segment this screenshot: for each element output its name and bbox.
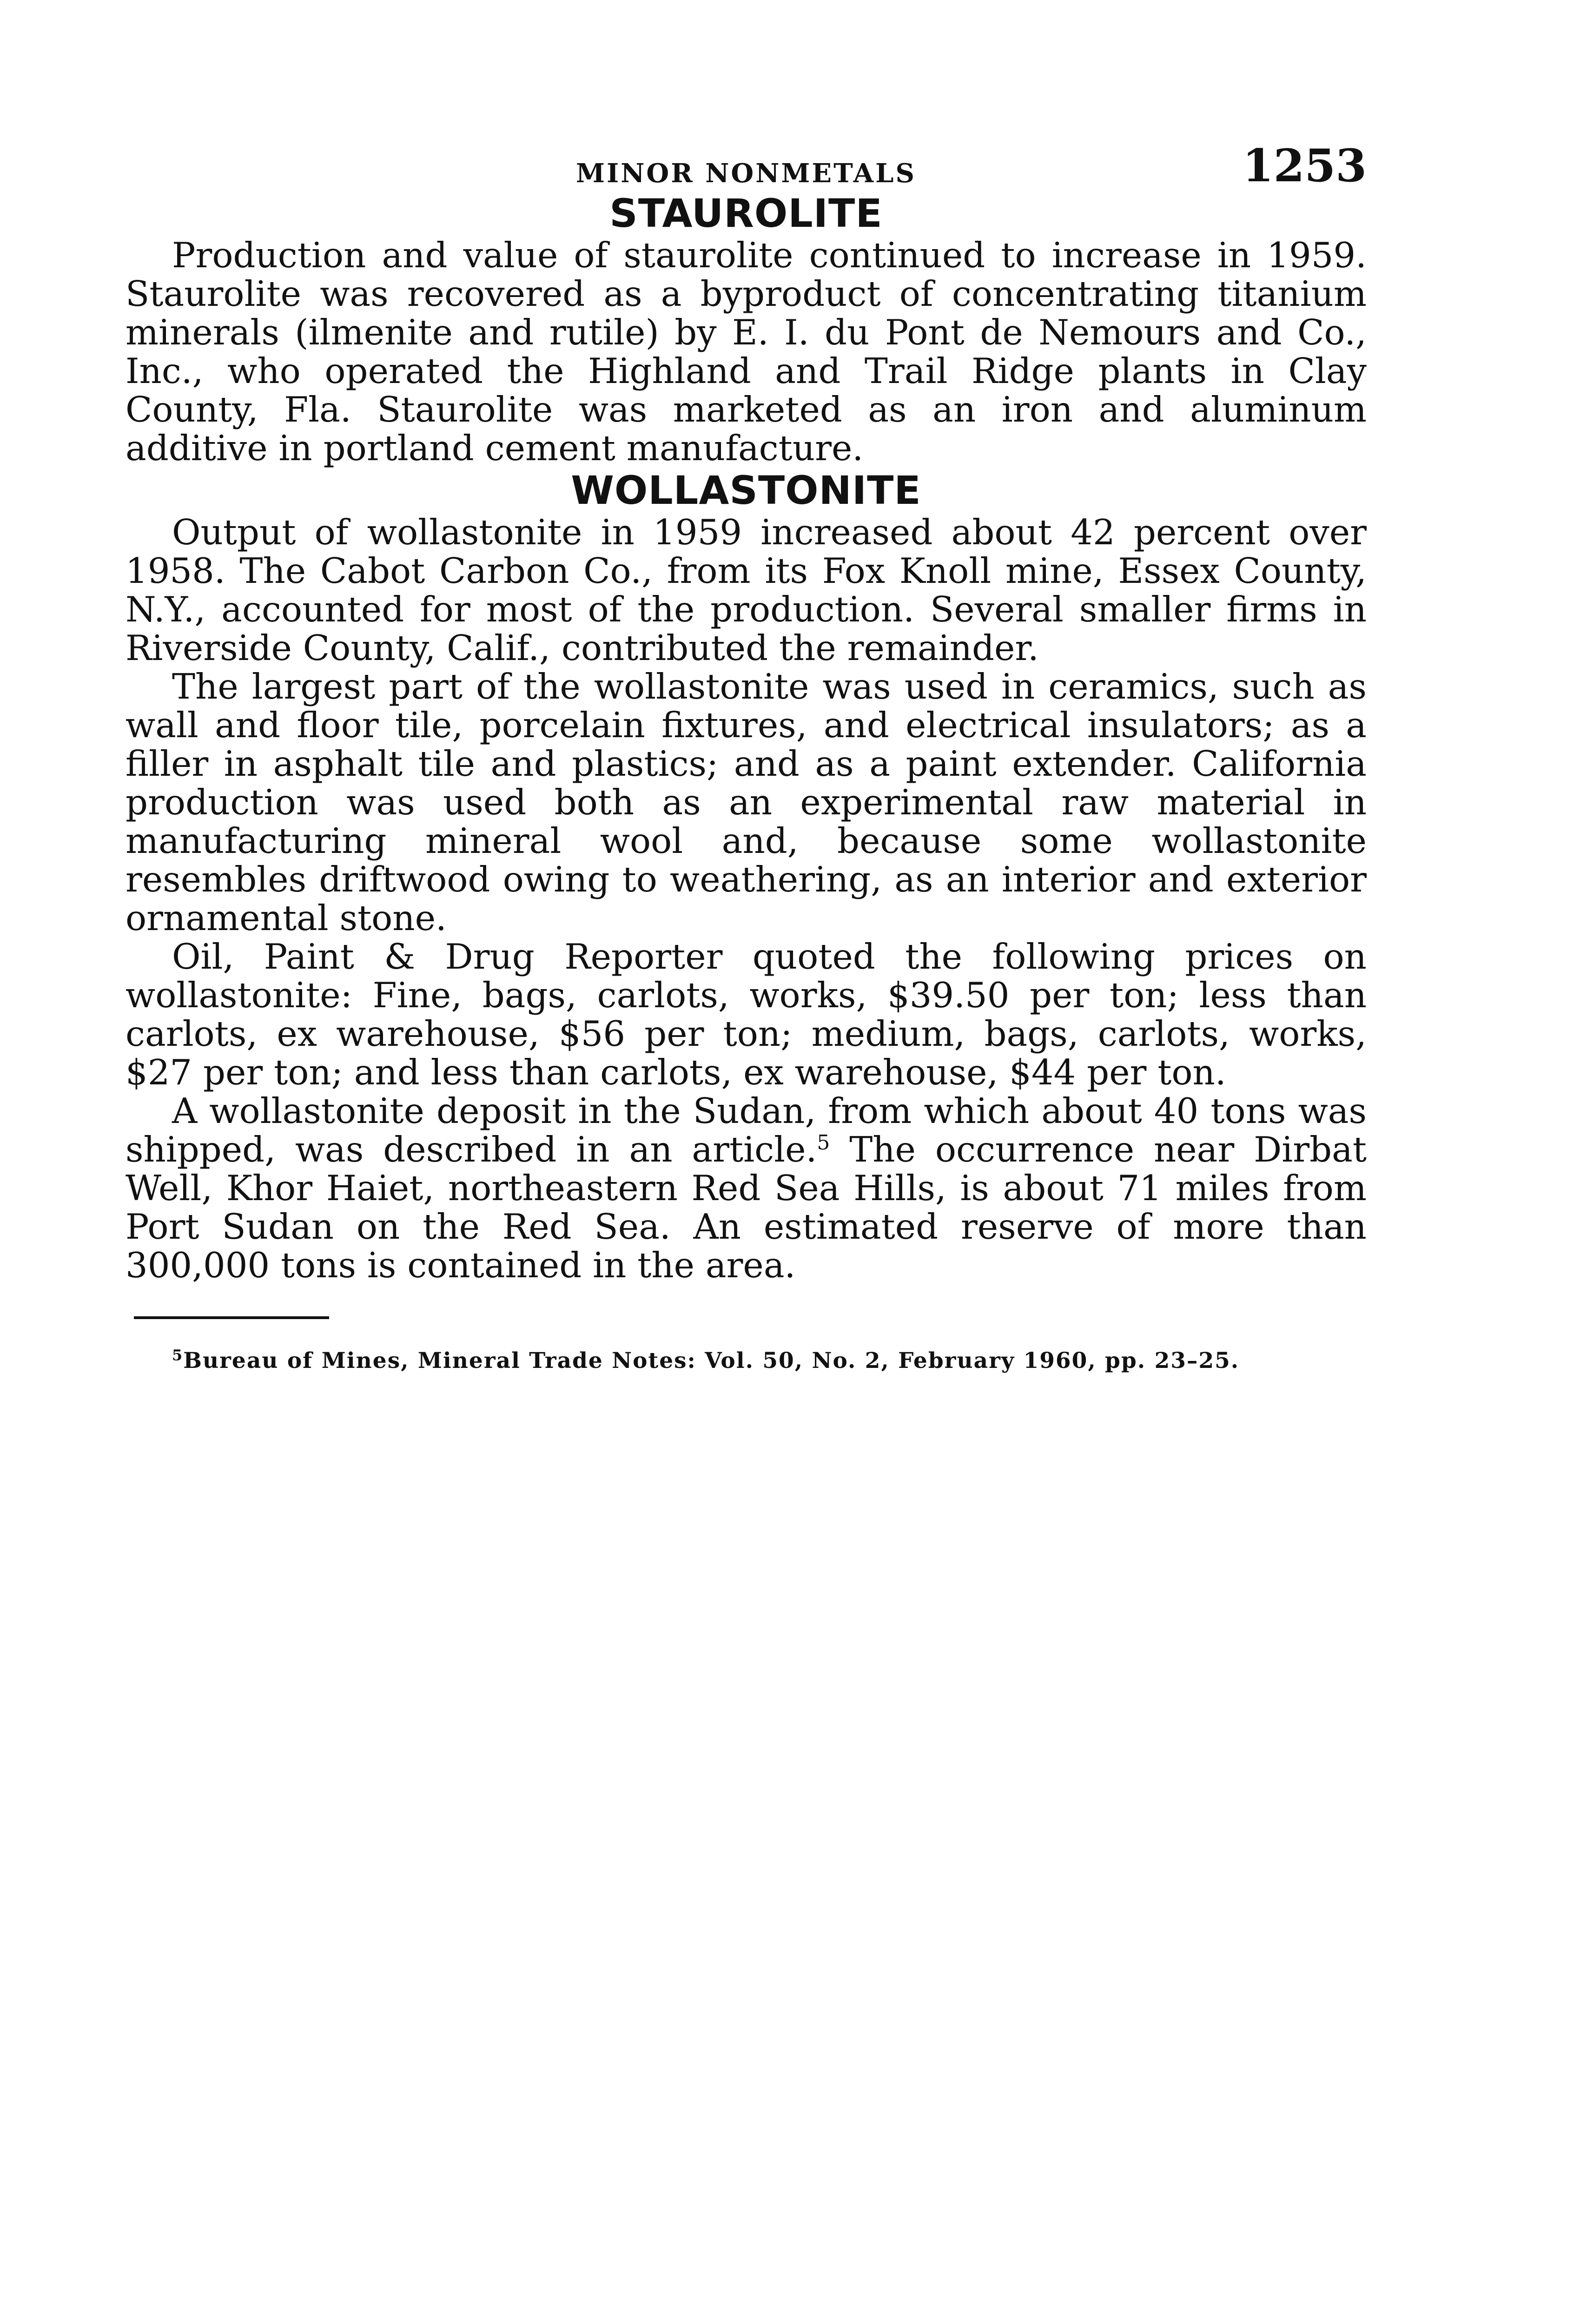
sudan-text-before-ref: A wollastonite deposit in the Sudan, from which about 40 tons was shipped, was described in an article. [126,1090,1367,1170]
footnote-mark: 5 [172,1346,184,1364]
page-number: 1253 [1242,139,1367,192]
staurolite-heading: STAUROLITE [609,191,883,236]
wollastonite-paragraph-uses: The largest part of the wollastonite was used in ceramics, such as wall and floor tile, porcelain fixtures, and electrical insulators; as a filler in asphalt tile and plastics; and as a paint extender. California production was used both as an experimental raw material in manufacturing mineral wool and, because some wollastonite resembles driftwood owing to weathering, as an interior and exterior ornamental stone. [126,666,1367,938]
sudan-text-after-ref: The occurrence near Dirbat Well, Khor Haiet, northeastern Red Sea Hills, is about 71 miles from Port Sudan on the Red Sea. An estimated reserve of more than 300,000 tons is contained in the area. [126,1129,1367,1286]
footnote-text: Bureau of Mines, Mineral Trade Notes: Vol. 50, No. 2, February 1960, pp. 23–25. [183,1348,1240,1373]
wollastonite-paragraph-output: Output of wollastonite in 1959 increased about 42 percent over 1958. The Cabot Carbon Co., from its Fox Knoll mine, Essex County, N.Y., accounted for most of the production. Several smaller firms in Riverside County, Calif., contributed the remainder. [126,512,1367,668]
running-head-title: MINOR NONMETALS [576,158,916,189]
footnote-reference-mark: 5 [817,1131,830,1155]
wollastonite-heading: WOLLASTONITE [571,468,921,513]
staurolite-paragraph: Production and value of staurolite continued to increase in 1959. Staurolite was recovered as a byproduct of concentrating titanium minerals (ilmenite and rutile) by E. I. du Pont de Nemours and Co., Inc., who operated the Highland and Trail Ridge plants in Clay County, Fla. Staurolite was marketed as an iron and aluminum additive in portland cement manufacture. [126,235,1367,469]
footnote-divider [134,1316,329,1319]
document-page [126,139,1367,1375]
running-head [126,139,1367,191]
wollastonite-paragraph-prices: Oil, Paint & Drug Reporter quoted the following prices on wollastonite: Fine, bags, carlots, works, $39.50 per ton; less than carlots, ex warehouse, $56 per ton; medium, bags, carlots, works, $27 per ton; and less than carlots, ex warehouse, $44 per ton. [126,936,1367,1093]
wollastonite-paragraph-sudan [126,1092,1367,1285]
footnote [126,1347,1367,1375]
